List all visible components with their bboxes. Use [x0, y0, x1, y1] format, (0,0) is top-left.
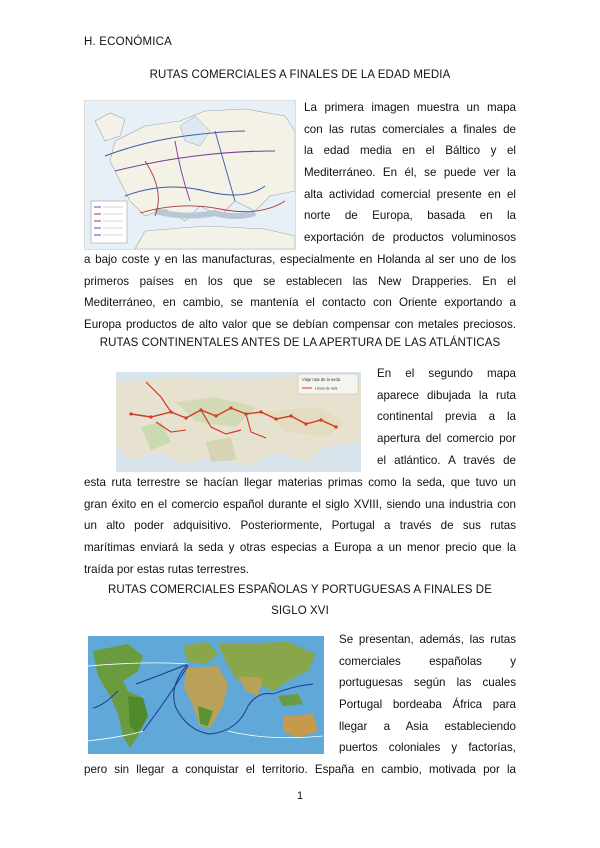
section-2-wrap-text	[377, 363, 516, 471]
section-3-wrap-text	[339, 629, 516, 759]
text-line: alta actividad comercial presente en el	[304, 187, 516, 201]
text-line: esta ruta terrestre se hacían llegar materias primas como la seda, que tuvo un	[84, 476, 516, 489]
text-line: En el segundo mapa	[377, 367, 516, 380]
text-line: La primera imagen muestra un mapa	[304, 101, 516, 114]
spanish-portuguese-routes-map	[88, 636, 324, 754]
text-line: Europa productos de alto valor que se debían compensar con metales preciosos.	[84, 318, 516, 332]
text-line: aparece dibujada la ruta	[377, 388, 516, 402]
section-title-2: RUTAS CONTINENTALES ANTES DE LA APERTURA DE LAS ATLÁNTICAS	[99, 337, 501, 349]
text-line: pero sin llegar a conquistar el territorio. España en cambio, motivada por la	[84, 763, 516, 776]
section-1-wrap-text	[304, 97, 516, 249]
text-line: Portugal bordeaba África para	[339, 698, 516, 712]
text-line: exportación de productos voluminosos	[304, 231, 516, 245]
section-title-3a: RUTAS COMERCIALES ESPAÑOLAS Y PORTUGUESAS A FINALES DE	[108, 584, 492, 596]
page-number: 1	[296, 790, 304, 802]
text-line: continental previa a la	[377, 410, 516, 424]
medieval-trade-routes-map	[84, 100, 296, 250]
text-line: Mediterráneo, en cambio, se mantenía el contacto con Oriente exportando a	[84, 296, 516, 310]
text-line: Mediterráneo. En él, se puede ver la	[304, 166, 516, 180]
text-line: gran éxito en el comercio español durante el siglo XVIII, siendo una industria con	[84, 497, 516, 511]
section-title-3b: SIGLO XVI	[271, 605, 329, 617]
section-2-full-text	[84, 472, 516, 580]
text-line: puertos coloniales y factorías,	[339, 741, 516, 755]
section-title-1: RUTAS COMERCIALES A FINALES DE LA EDAD MEDIA	[149, 69, 451, 81]
section-1-full-text	[84, 249, 516, 336]
text-line: un alto poder adquisitivo. Posteriormente, Portugal a través de sus rutas	[84, 519, 516, 533]
text-line: primeros países en los que se establecen las New Drapperies. En el	[84, 274, 516, 288]
section-3-full-text	[84, 759, 516, 781]
text-line: comerciales españolas y	[339, 654, 516, 668]
map-legend-item: Línea de ruta	[315, 386, 338, 391]
text-line: marítimas enviará la seda y otras especias a Europa a un menor precio que la	[84, 541, 516, 555]
text-line: Se presentan, además, las rutas	[339, 633, 516, 646]
text-line: apertura del comercio por	[377, 432, 516, 446]
text-line: traída por estas rutas terrestres.	[84, 562, 249, 576]
text-line: norte de Europa, basada en la	[304, 209, 516, 223]
text-line: el atlántico. A través de	[377, 453, 516, 467]
map-legend-title: Viaje ruta de la seda	[302, 377, 341, 382]
text-line: portuguesas según las cuales	[339, 676, 516, 690]
text-line: la edad media en el Báltico y el	[304, 144, 516, 158]
text-line: con las rutas comerciales a finales de	[304, 122, 516, 136]
silk-road-map	[116, 372, 361, 472]
text-line: llegar a Asia estableciendo	[339, 719, 516, 733]
text-line: a bajo coste y en las manufacturas, especialmente en Holanda al ser uno de los	[84, 253, 516, 266]
page-header: H. ECONÓMICA	[84, 36, 173, 48]
